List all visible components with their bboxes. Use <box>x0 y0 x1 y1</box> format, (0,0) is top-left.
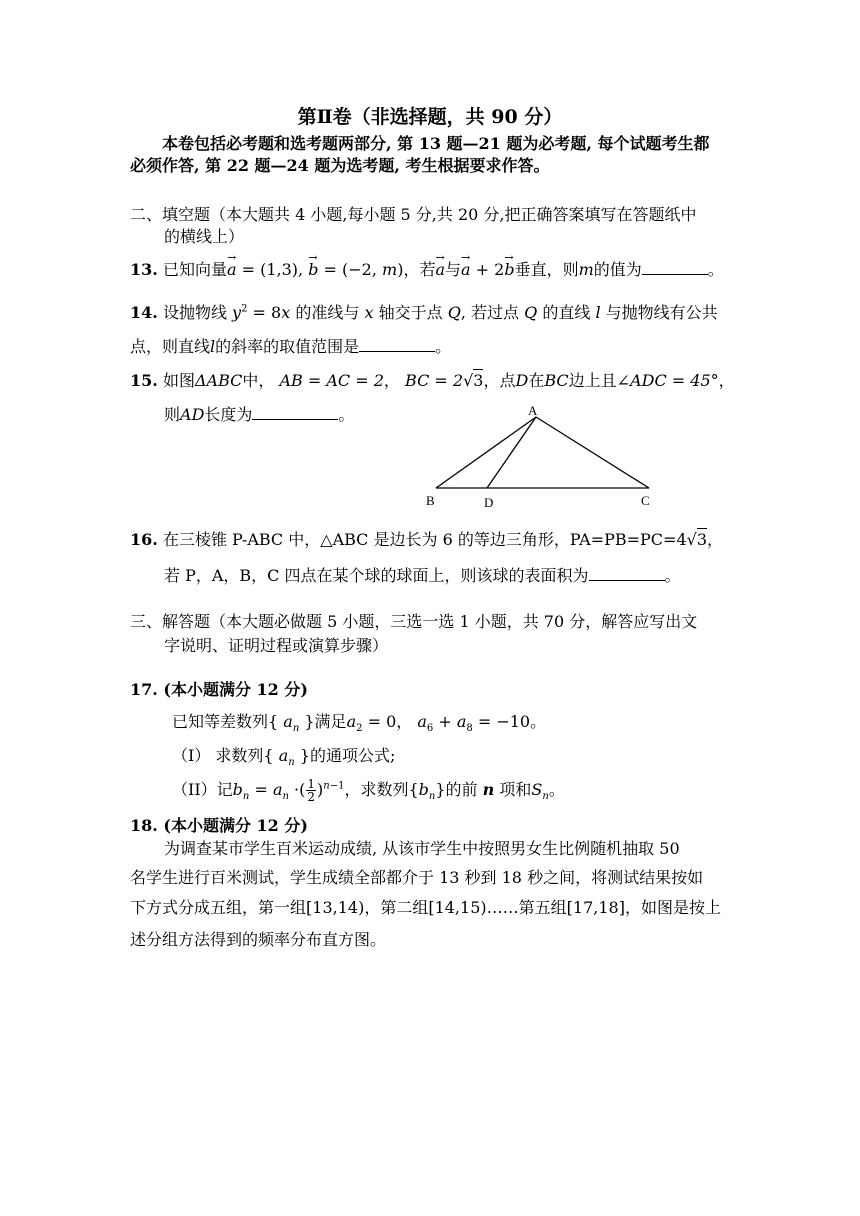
q16-end: 。 <box>664 566 681 585</box>
section-2-heading-cont: 的横线上） <box>164 227 245 246</box>
question-18-title: 18. (本小题满分 12 分) <box>130 816 308 835</box>
question-15-cont <box>164 405 354 425</box>
question-number: 15. <box>130 371 158 390</box>
fraction-half: $\frac{1}{2}$ <box>307 777 315 804</box>
q15-bc-2: BC <box>544 371 569 390</box>
q18-text: ，如图是按上 <box>624 898 721 917</box>
q18-text: ，第二组 <box>364 898 429 917</box>
q17-text: 项和 <box>499 780 532 799</box>
answer-blank <box>589 566 665 581</box>
q14-text: 点，则直线 <box>130 337 211 356</box>
q17-text: （II）记 <box>172 780 233 799</box>
page-title: 第Ⅱ卷（非选择题，共 90 分） <box>297 106 563 128</box>
q18-text: 下方式分成五组，第一组 <box>130 898 307 917</box>
section-2-heading: 二、填空题（本大题共 4 小题,每小题 5 分,共 20 分,把正确答案填写在答题纸中 <box>130 205 697 224</box>
q17-text: 已知等差数列 <box>172 712 269 731</box>
q17-n: n <box>482 780 495 799</box>
question-17-part-2: （II）记$b_n = a_n$ ·( $\frac{1}{2}$ )$^{n-1}$，求数列$\{b_n\}$的前 n 项和$S_n$。 <box>172 777 565 804</box>
question-number: 13. <box>130 260 158 279</box>
q15-eq: AB = AC = 2 <box>279 371 384 390</box>
vector-a-3: → a <box>461 260 471 280</box>
question-18-line-2: 名学生进行百米测试，学生成绩全部都介于 13 秒到 18 秒之间，将测试结果按如 <box>130 868 704 887</box>
intro-line-2: 必须作答, 第 22 题—24 题为选考题, 考生根据要求作答。 <box>130 156 550 175</box>
question-18-line-1: 为调查某市学生百米运动成绩, 从该市学生中按照男女生比例随机抽取 50 <box>164 839 680 858</box>
question-18-line-3 <box>130 898 721 918</box>
q14-text: 与抛物线有公共 <box>605 303 718 322</box>
question-16-cont <box>164 566 681 586</box>
section-3-heading: 三、解答题（本大题必做题 5 小题，三选一选 1 小题，共 70 分，解答应写出文 <box>130 612 698 631</box>
vector-a: → a <box>227 260 237 280</box>
q15-ad: AD <box>180 405 205 424</box>
q15-sqrt: 3 <box>473 371 484 390</box>
q15-d: D <box>515 371 529 390</box>
q15-triangle: ΔABC <box>194 371 243 390</box>
q18-text: ……第五组 <box>486 898 567 917</box>
answer-blank <box>642 260 708 275</box>
q14-l-2: l <box>210 337 216 356</box>
question-17-title: 17. (本小题满分 12 分) <box>130 680 308 699</box>
question-16: 16. 在三棱锥 P-ABC 中，△ABC 是边长为 6 的等边三角形，PA=PB=PC=4√3， <box>130 530 724 549</box>
q16-text: 若 P，A，B，C 四点在某个球的球面上，则该球的表面积为 <box>164 566 589 585</box>
question-number: 16. <box>130 530 158 549</box>
vertex-b-label: B <box>426 493 435 508</box>
q15-text: ，点 <box>483 371 516 390</box>
section-3-heading-cont: 字说明、证明过程或演算步骤） <box>164 636 389 655</box>
q14-x: x <box>364 303 374 322</box>
q15-text: 在 <box>528 371 545 390</box>
q13-mid: ，若 <box>403 260 436 279</box>
q16-sqrt: 3 <box>696 530 708 549</box>
vertex-c-label: C <box>641 493 650 508</box>
intro-line-1: 本卷包括必考题和选考题两部分, 第 13 题—21 题为必考题, 每个试题考生都 <box>162 134 710 153</box>
q14-l: l <box>595 303 601 322</box>
q17-text: 满足 <box>314 712 347 731</box>
group-2-interval: [14,15) <box>428 898 487 917</box>
q15-text: 长度为 <box>204 405 253 424</box>
group-1-interval: [13,14) <box>306 898 365 917</box>
vector-b-2: → b <box>504 260 514 280</box>
q16-four: 4 <box>676 530 687 549</box>
vertex-d-label: D <box>484 495 494 510</box>
q17-text: 的前 <box>445 780 478 799</box>
q13-perp: 垂直，则 <box>514 260 579 279</box>
q13-and: 与 <box>445 260 462 279</box>
q14-q-2: Q <box>524 303 538 322</box>
question-14: 14. 设抛物线 $y^2 = 8x$ 的准线与 x 轴交于点 Q, 若过点 Q 的直线 l 与抛物线有公共 <box>130 303 718 322</box>
question-13: 13. 已知向量→ a = (1,3), → b = (−2, m)，若→ a与→ a + 2→ b垂直，则m的值为 。 <box>130 260 724 280</box>
q14-text: 的准线与 <box>295 303 360 322</box>
question-14-cont <box>130 337 451 357</box>
q14-end: 。 <box>435 337 452 356</box>
q14-text: 轴交于点 <box>378 303 443 322</box>
q17-text: 的通项公式; <box>309 746 396 765</box>
q13-text: 已知向量 <box>162 260 227 279</box>
q14-text: 的斜率的取值范围是 <box>215 337 360 356</box>
q14-text: , 若过点 <box>460 303 520 322</box>
q15-text: 如图 <box>162 371 195 390</box>
q17-text: （I） 求数列 <box>172 746 264 765</box>
vertex-a-label: A <box>528 403 538 418</box>
question-17-line-1: 已知等差数列{ $a_n$ }满足$a_2 = 0$， $a_6 + a_8 = -10$。 <box>172 712 547 735</box>
q14-q: Q <box>447 303 461 322</box>
question-18-line-4: 述分组方法得到的频率分布直方图。 <box>130 930 387 949</box>
q15-angle: ∠ADC = 45° <box>616 371 719 390</box>
answer-blank <box>359 337 435 352</box>
question-15: 15. 如图ΔABC中， AB = AC = 2， BC = 2√3，点D在BC边上且∠ADC = 45°， <box>130 371 735 390</box>
triangle-figure <box>420 400 670 515</box>
q15-bc: BC = 2 <box>405 371 464 390</box>
q13-var: m <box>578 260 594 279</box>
group-5-interval: [17,18] <box>566 898 625 917</box>
q15-text: 则 <box>164 405 181 424</box>
q17-text: ，求数列 <box>344 780 409 799</box>
q17-text: 。 <box>530 712 547 731</box>
answer-blank <box>252 405 338 420</box>
q17-text: 。 <box>548 780 565 799</box>
q15-text: 中， <box>242 371 275 390</box>
q15-end: 。 <box>338 405 355 424</box>
q14-text: 设抛物线 <box>162 303 227 322</box>
q15-text: 边上且 <box>568 371 617 390</box>
vector-b: → b <box>308 260 318 280</box>
question-17-part-1: （I） 求数列{ $a_n$ }的通项公式; <box>172 746 396 769</box>
q16-text: 在三棱锥 P-ABC 中，△ABC 是边长为 6 的等边三角形，PA=PB=PC= <box>162 530 677 549</box>
vector-a-2: → a <box>435 260 445 280</box>
q13-tail: 的值为 <box>593 260 642 279</box>
q15-comma: ， <box>383 371 400 390</box>
q14-text: 的直线 <box>542 303 591 322</box>
q13-end: 。 <box>707 260 724 279</box>
question-number: 14. <box>130 303 158 322</box>
